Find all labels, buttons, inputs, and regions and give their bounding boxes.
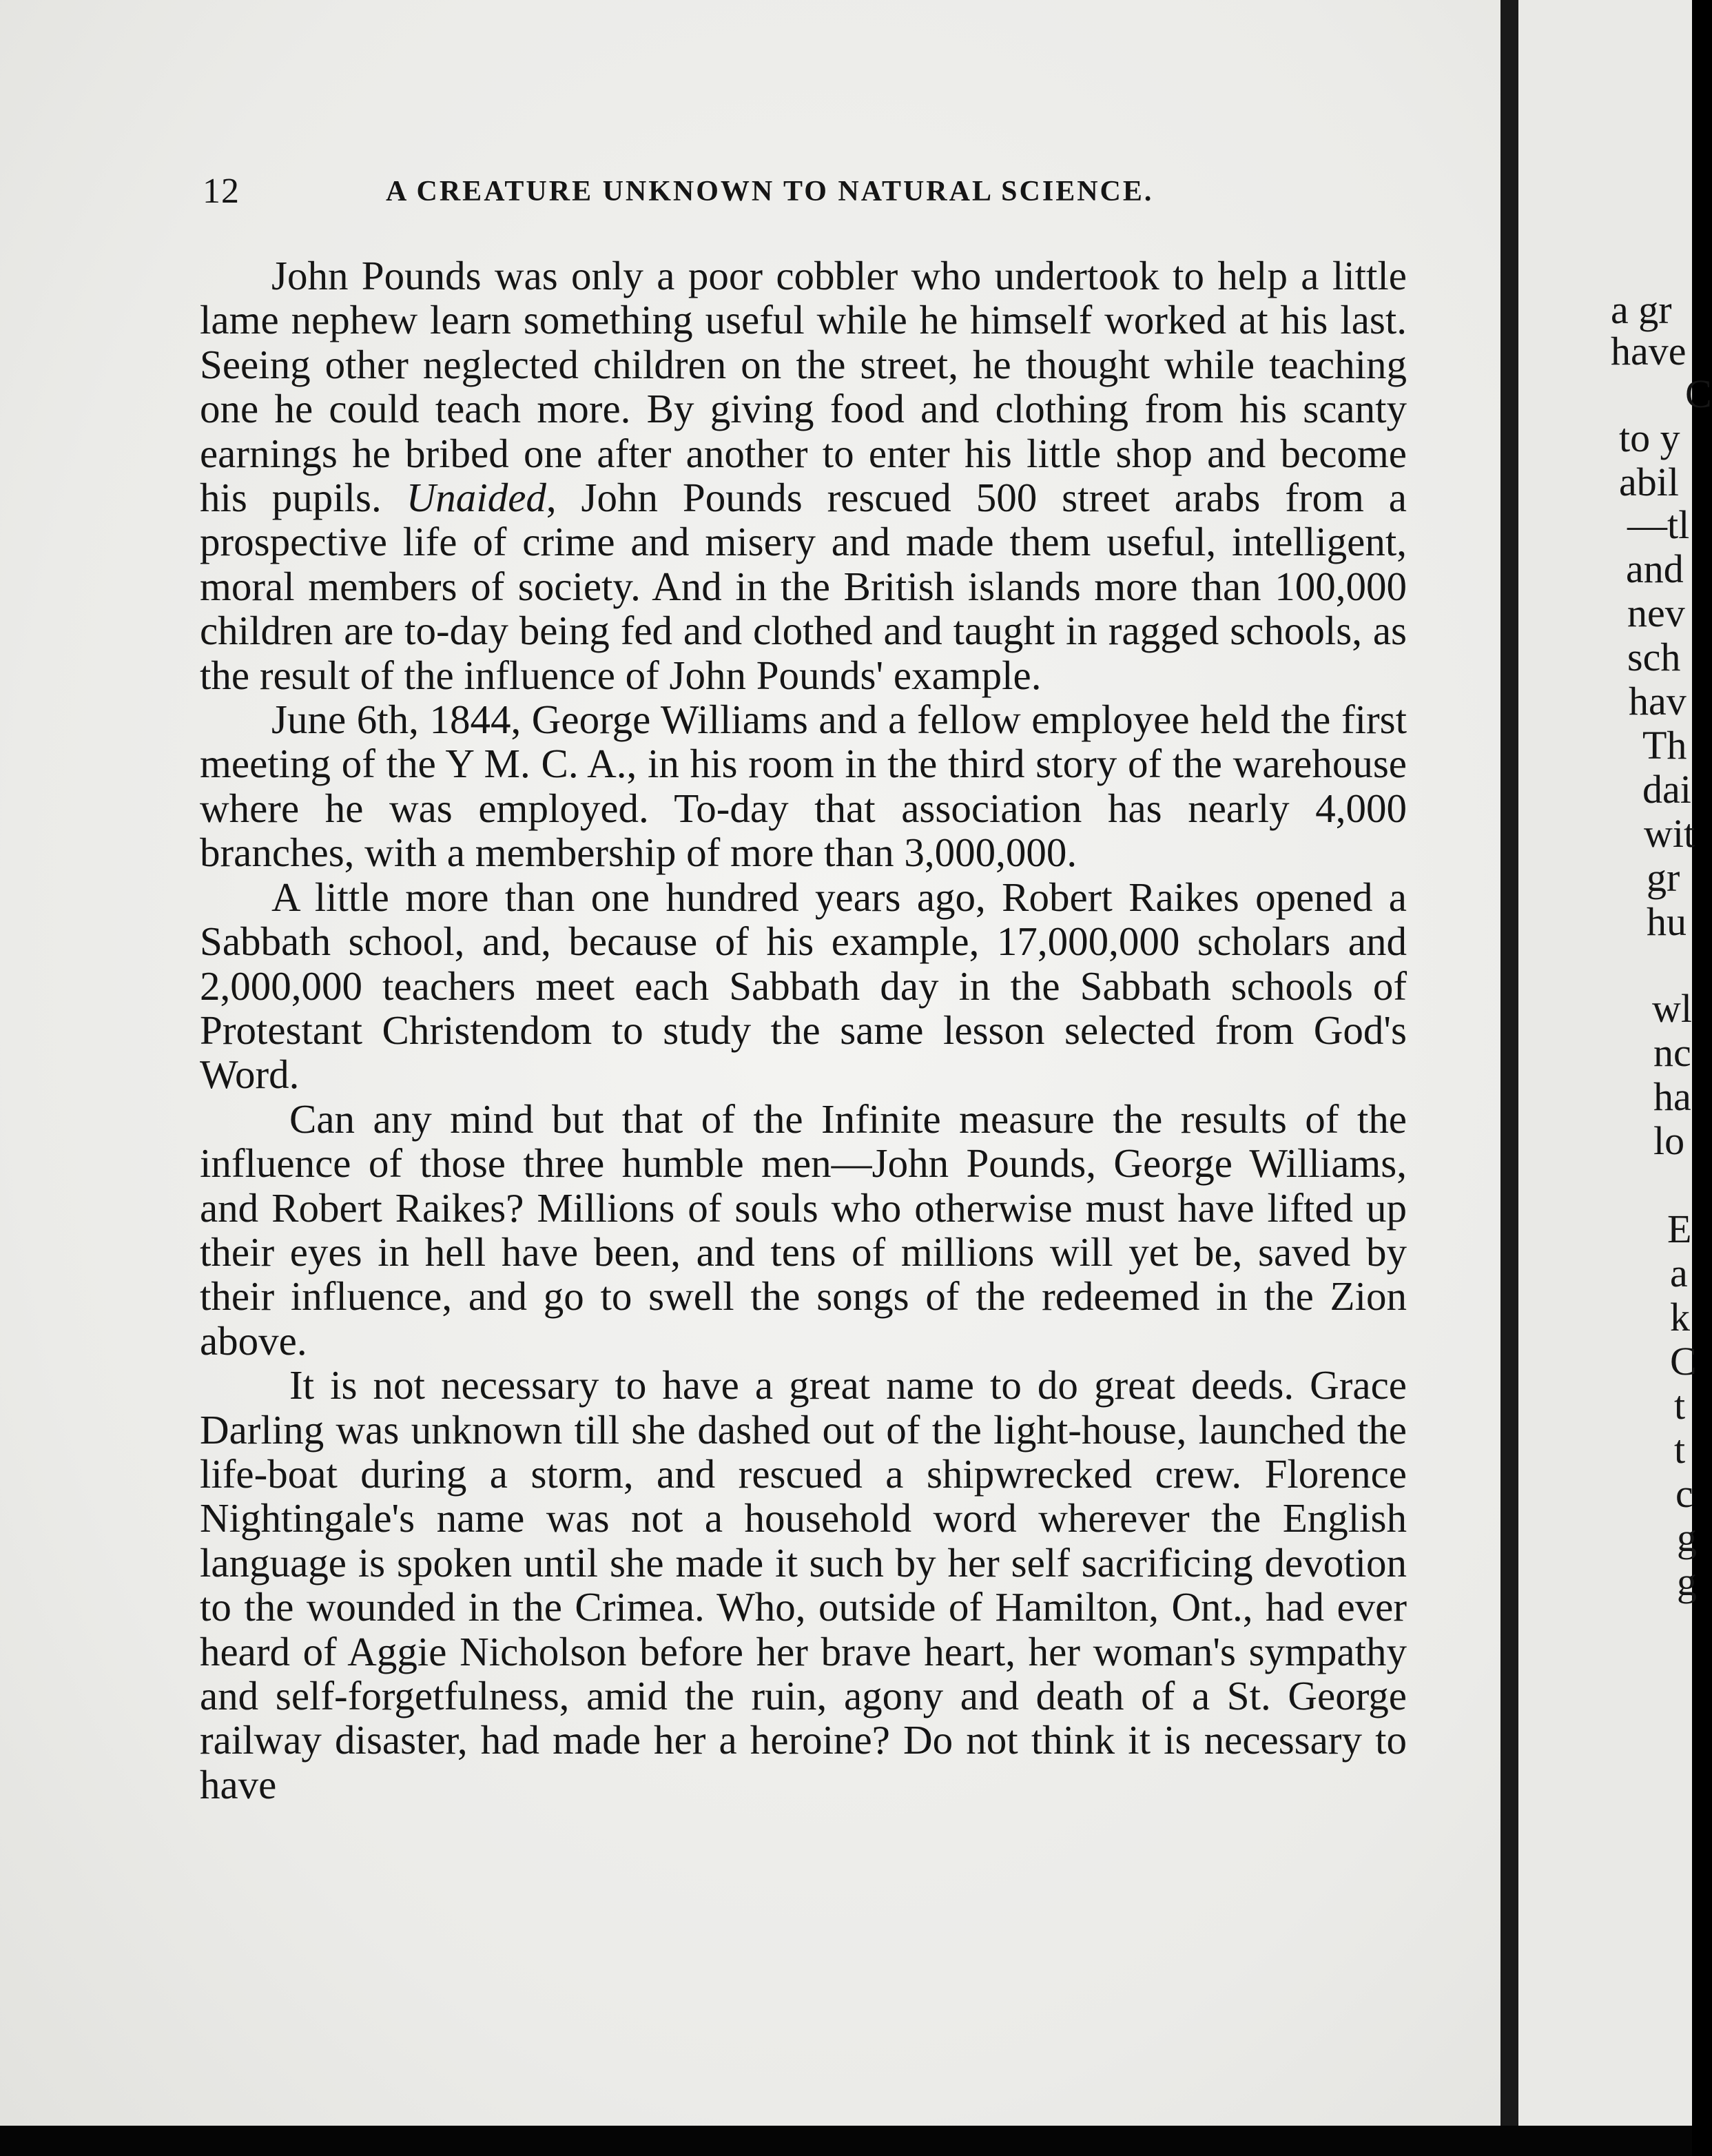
facing-page-fragment: g	[1677, 1559, 1697, 1604]
facing-page-fragment: g	[1677, 1515, 1697, 1560]
facing-page-fragment: wl	[1652, 986, 1692, 1031]
facing-page-fragment: gr	[1647, 855, 1680, 900]
facing-page-fragment: Th	[1642, 723, 1687, 768]
facing-page-fragment: c	[1675, 1471, 1693, 1516]
facing-page-fragment: ha	[1653, 1074, 1691, 1119]
facing-page-fragment: wit	[1644, 811, 1695, 856]
facing-page-fragment: and	[1626, 546, 1684, 591]
facing-page-fragment: nc	[1653, 1030, 1691, 1075]
facing-page-fragment: hav	[1629, 679, 1687, 723]
facing-page-fragment: —tl	[1627, 502, 1690, 547]
paragraph-john-pounds	[200, 254, 1407, 697]
facing-page-fragment: abil	[1619, 460, 1679, 504]
paragraph-influence: Can any mind but that of the Infinite measure the results of the influence of those three humble men—John Pounds, George Williams, and Robert Raikes? Millions of souls who otherwise must have lifted up their eyes in hell have been, and tens of millions will yet be, saved by their influence, and go to swell the songs of the redeemed in the Zion above.	[200, 1096, 1407, 1364]
facing-page-fragment: t	[1674, 1383, 1686, 1428]
facing-page-fragment: dai	[1642, 767, 1691, 812]
facing-page-fragment: lo	[1653, 1118, 1685, 1163]
paragraph-sabbath-school: A little more than one hundred years ago, Robert Raikes opened a Sabbath school, and, because of his example, 17,000,000 scholars and 2,000,000 teachers meet each Sabbath day in the Sabbath schools of Protestant Christendom to study the same lesson selected from God's Word.	[200, 874, 1407, 1098]
facing-page-fragment: have	[1611, 329, 1687, 373]
paragraph-text: John Pounds was only a poor cobbler who undertook to help a little lame nephew learn something useful while he himself worked at his last. Seeing other neglected children on the street, he thought while teaching one he could teach more. By giving food and clothing from his scanty earnings he bribed one after another to enter his little shop and become his pupils.	[200, 253, 1407, 521]
running-title: A CREATURE UNKNOWN TO NATURAL SCIENCE.	[386, 176, 1154, 207]
paragraph-ymca: June 6th, 1844, George Williams and a fellow employee held the first meeting of the Y M. C. A., in his room in the third story of the warehouse where he was employed. To-day that association has nearly 4,000 branches, with a membership of more than 3,000,000.	[200, 697, 1407, 876]
facing-page-fragment: sch	[1627, 635, 1681, 679]
book-gutter	[1500, 0, 1518, 2126]
facing-page-fragment: to y	[1619, 415, 1680, 460]
paragraph-great-name: It is not necessary to have a great name to do great deeds. Grace Darling was unknown till she dashed out of the light-house, launched the life-boat during a storm, and rescued a shipwrecked crew. Florence Nightingale's name was not a household word wherever the English language is spoken until she made it such by her self sacrificing devotion to the wounded in the Crimea. Who, outside of Hamilton, Ont., had ever heard of Aggie Nicholson before her brave heart, her woman's sympathy and self-forgetfulness, amid the ruin, agony and death of a St. George railway disaster, had made her a heroine? Do not think it is necessary to have	[200, 1362, 1407, 1807]
facing-page-fragment: C	[1685, 371, 1712, 416]
facing-page-fragment: C	[1670, 1339, 1697, 1384]
facing-page-fragment: hu	[1647, 899, 1687, 944]
facing-page-fragment: nev	[1627, 591, 1685, 635]
facing-page-fragment: t	[1674, 1427, 1686, 1472]
facing-page-fragment: a gr	[1611, 287, 1672, 332]
page-header	[203, 171, 1415, 215]
facing-page-fragment: k	[1670, 1295, 1690, 1339]
paragraph-text: , John Pounds rescued 500 street arabs from a prospective life of crime and misery and made them useful, intelligent, moral members of society. And in the British islands more than 100,000 children are to-day being fed and clothed and taught in ragged schools, as the result of the influence of John Pounds' example.	[200, 475, 1407, 698]
facing-page-fragment: E	[1667, 1207, 1692, 1251]
body-text	[200, 254, 1407, 1807]
facing-page-fragment: a	[1670, 1251, 1688, 1295]
italic-emphasis: Unaided	[406, 475, 546, 521]
page-number: 12	[203, 172, 240, 211]
scan-bottom-edge	[0, 2126, 1692, 2156]
